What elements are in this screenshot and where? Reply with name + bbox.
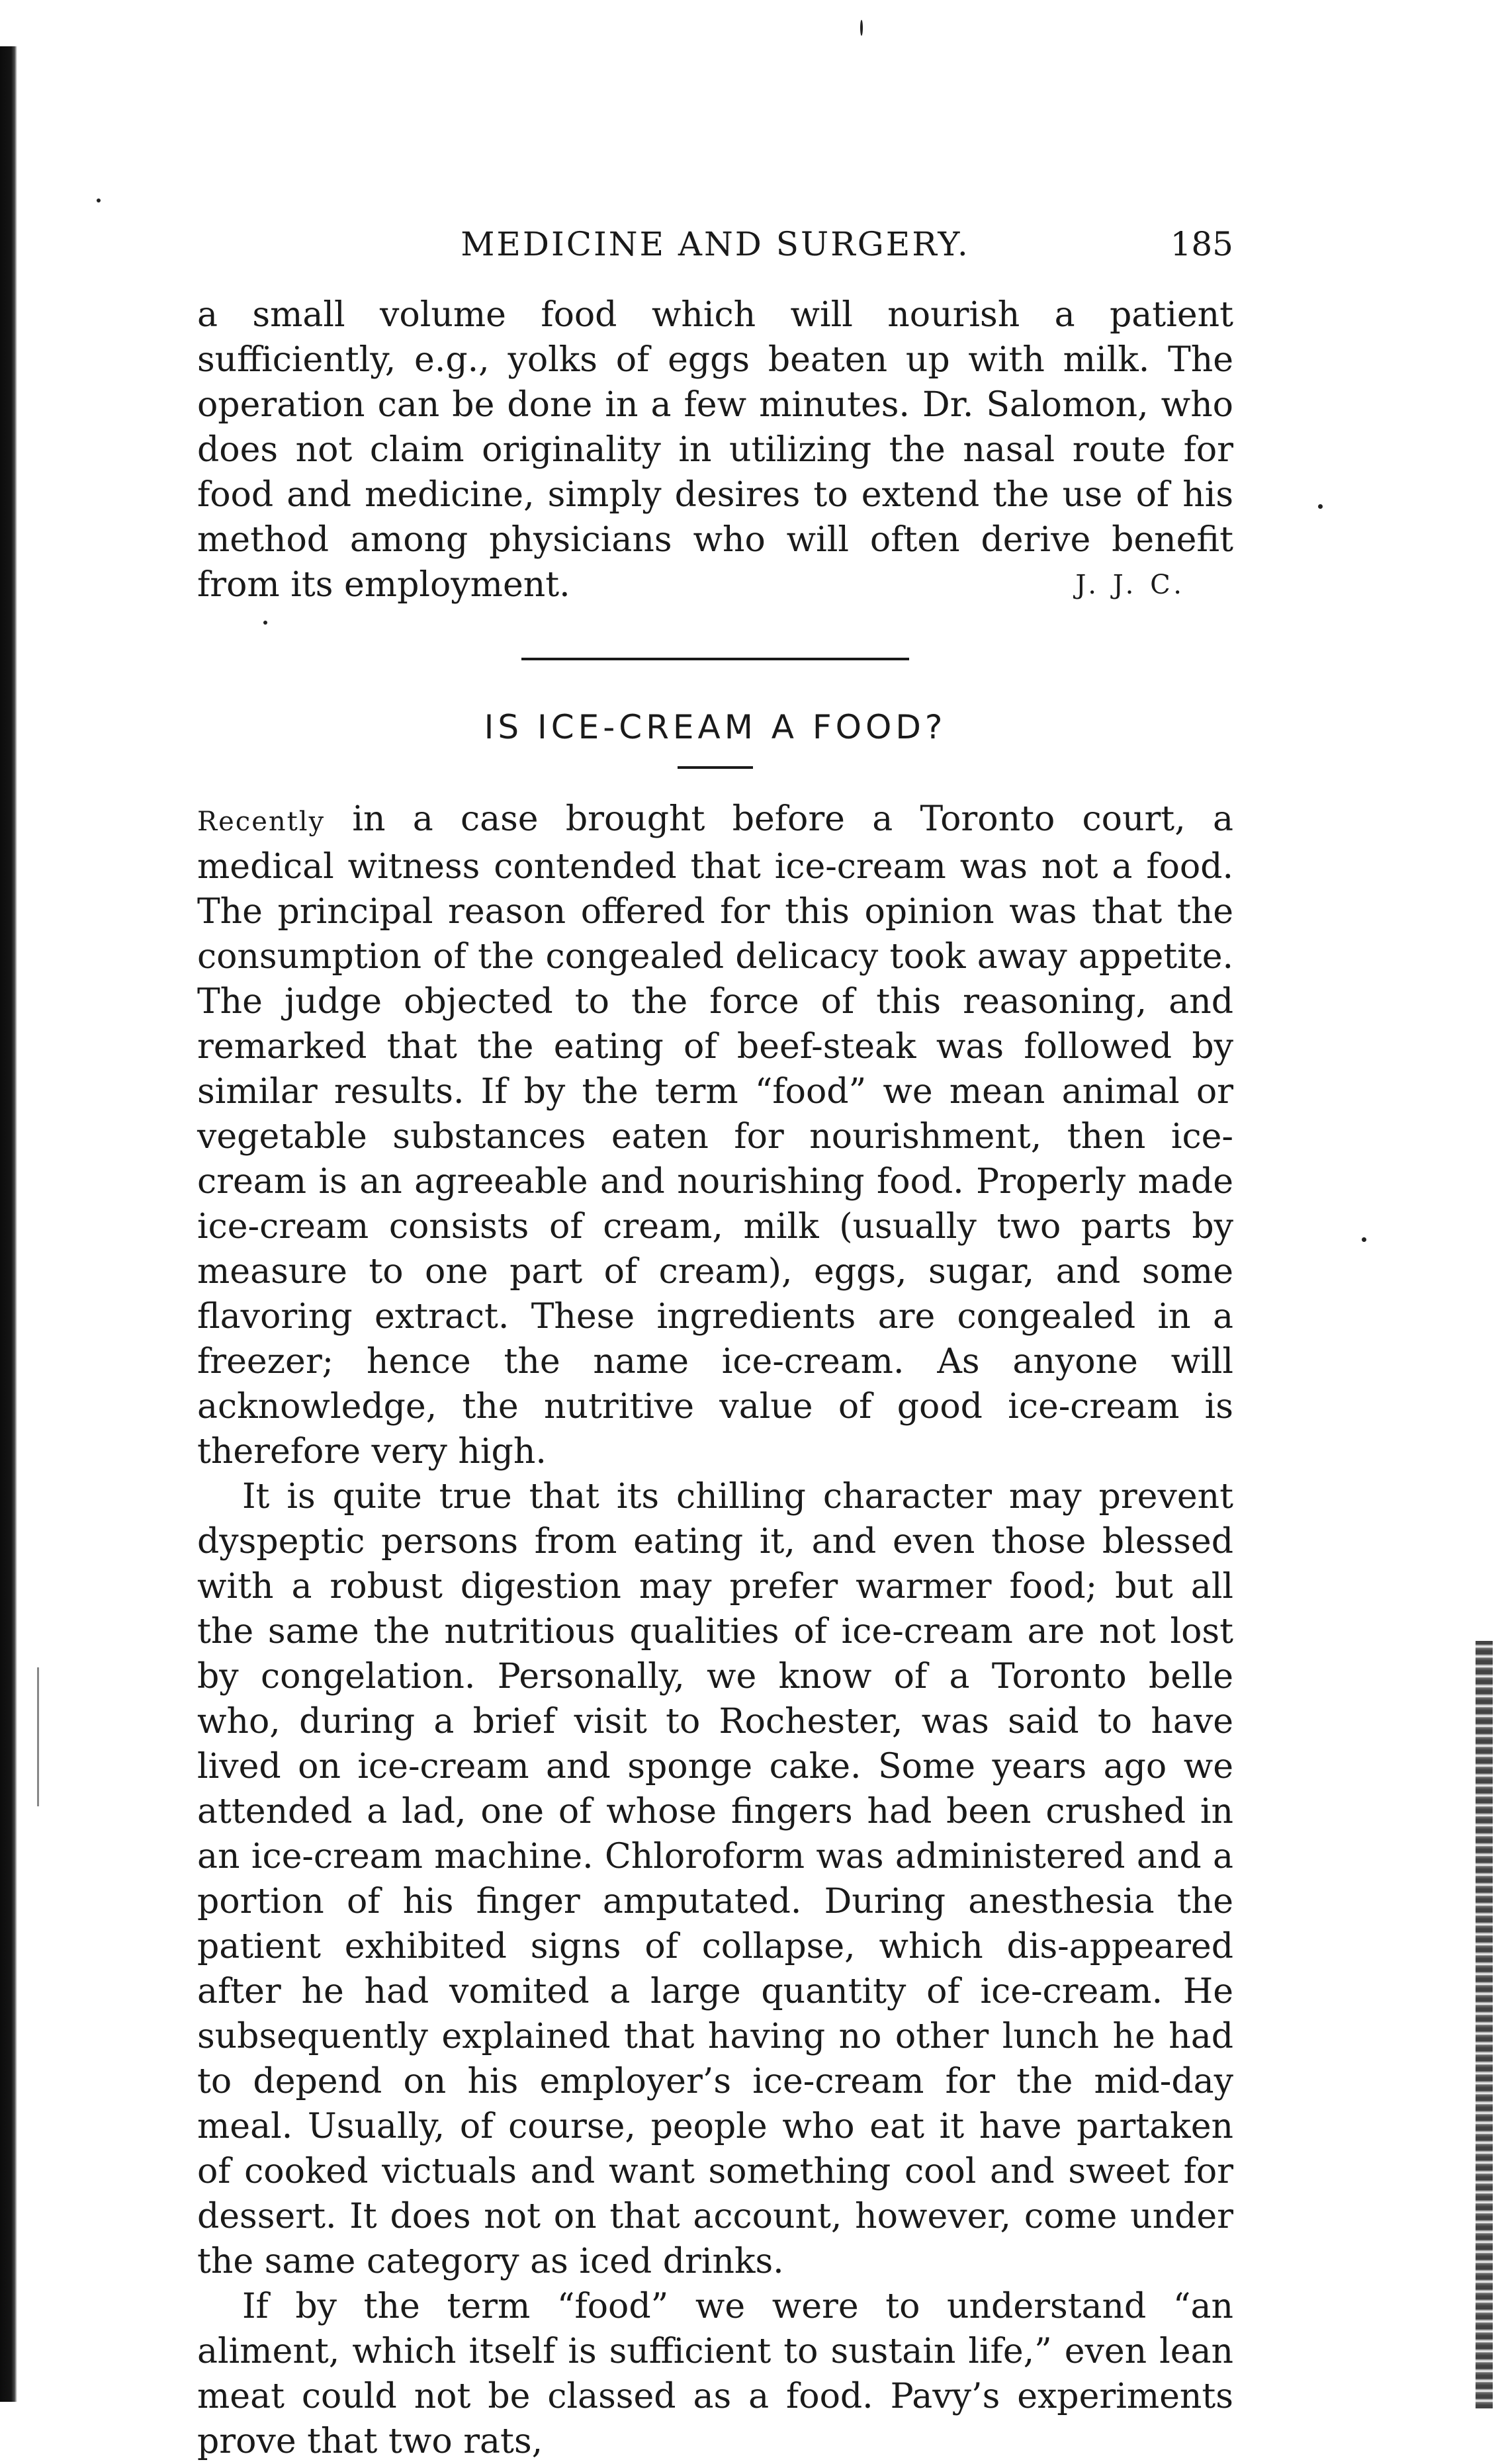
article-heading: IS ICE-CREAM A FOOD? xyxy=(484,708,947,746)
text-line: subsequently explained that having no other lunch he had to xyxy=(197,2017,1233,2101)
text-line: a few minutes. Dr. Salomon, who does not claim originality in xyxy=(197,385,1233,470)
article-body xyxy=(197,797,1233,2464)
author-initials: J. J. C. xyxy=(1075,570,1186,600)
opening-word: Recently xyxy=(197,807,326,837)
running-title: MEDICINE AND SURGERY. xyxy=(461,225,970,263)
scan-binding-edge xyxy=(0,46,17,2402)
text-line: of course, people who eat it have partaken of cooked victuals and xyxy=(197,2107,1233,2191)
scan-speck xyxy=(97,198,101,202)
text-line: which itself is sufficient to sustain life,” even lean meat could not xyxy=(197,2332,1233,2416)
text-line: reason offered for this opinion was that the consumption of xyxy=(197,892,1233,977)
text-line: Toronto belle who, during a brief visit to Rochester, was said to have xyxy=(197,1657,1234,1741)
paragraph-3 xyxy=(197,2284,1233,2464)
text-line: If by the term “food” we were to understand “an aliment, xyxy=(197,2287,1233,2371)
text-line: It is quite true that its chilling character may prevent dyspeptic xyxy=(197,1477,1233,1562)
text-line: be classed as a food. Pavy’s experiments prove that two rats, xyxy=(197,2377,1233,2461)
text-line: ingredients are congealed in a freezer; hence the name ice-cream. xyxy=(197,1297,1233,1382)
continued-paragraph xyxy=(197,292,1233,607)
text-line: During anesthesia the patient exhibited signs of collapse, which dis- xyxy=(197,1882,1233,1966)
text-line: lived on ice-cream and sponge cake. Some years ago we attended a xyxy=(197,1747,1233,1831)
running-head xyxy=(197,225,1233,274)
book-page xyxy=(197,225,1233,2464)
text-line: is therefore very high. xyxy=(197,1387,1233,1472)
continued-article xyxy=(197,292,1233,607)
text-line: witness contended that ice-cream was not a food. The principal xyxy=(197,847,1233,932)
paragraph-1 xyxy=(197,797,1233,1474)
scan-right-edge xyxy=(1476,1641,1493,2408)
text-line: to the force of this reasoning, and remarked that the eating of beef- xyxy=(197,982,1234,1067)
section-divider xyxy=(521,658,909,660)
text-line: As anyone will acknowledge, the nutritive value of good ice-cream xyxy=(197,1342,1234,1427)
scan-margin-mark xyxy=(37,1667,39,1806)
text-line: Chloroform was administered and a portion of his finger amputated. xyxy=(197,1837,1233,1921)
text-line: ice-cream are not lost by congelation. Personally, we know of a xyxy=(197,1612,1233,1696)
scan-speck xyxy=(1318,504,1323,509)
text-line: lad, one of whose fingers had been crushed in an ice-cream machine. xyxy=(197,1792,1234,1876)
heading-rule xyxy=(678,766,753,769)
text-line: derive benefit from its employment. xyxy=(197,520,1233,605)
text-line: depend on his employer’s ice-cream for the mid-day meal. Usually, xyxy=(197,2062,1233,2146)
text-line: persons from eating it, and even those blessed with a robust digestion xyxy=(197,1522,1233,1606)
text-line: a small volume food which will nourish a patient sufficiently, e.g., xyxy=(197,295,1233,380)
text-line: steak was followed by similar results. If by the term “food” we xyxy=(197,1027,1233,1112)
text-line: part of cream), eggs, sugar, and some flavoring extract. These xyxy=(197,1252,1233,1337)
text-line: yolks of eggs beaten up with milk. The operation can be done in xyxy=(197,340,1233,425)
text-line: utilizing the nasal route for food and medicine, simply desires to xyxy=(197,430,1233,515)
page-number: 185 xyxy=(1170,225,1233,263)
text-line: may prefer warmer food; but all the same the nutritious qualities of xyxy=(197,1567,1233,1651)
text-line: mean animal or vegetable substances eaten for nourishment, then xyxy=(197,1072,1233,1157)
text-line: want something cool and sweet for dessert. It does not on that xyxy=(197,2152,1234,2236)
text-line: in a case brought before a Toronto court, a medical xyxy=(197,799,1233,887)
scan-speck xyxy=(860,20,863,36)
text-line: cream consists of cream, milk (usually two parts by measure to one xyxy=(197,1207,1233,1292)
paragraph-2 xyxy=(197,1474,1233,2284)
text-line: extend the use of his method among physicians who will often xyxy=(197,475,1234,560)
text-line: appeared after he had vomited a large quantity of ice-cream. He xyxy=(197,1927,1233,2011)
text-line: ice-cream is an agreeable and nourishing food. Properly made ice- xyxy=(197,1117,1234,1247)
scan-speck xyxy=(1362,1237,1366,1242)
text-line: account, however, come under the same category as iced drinks. xyxy=(197,2197,1233,2281)
text-line: the congealed delicacy took away appetite. The judge objected xyxy=(197,937,1234,1022)
